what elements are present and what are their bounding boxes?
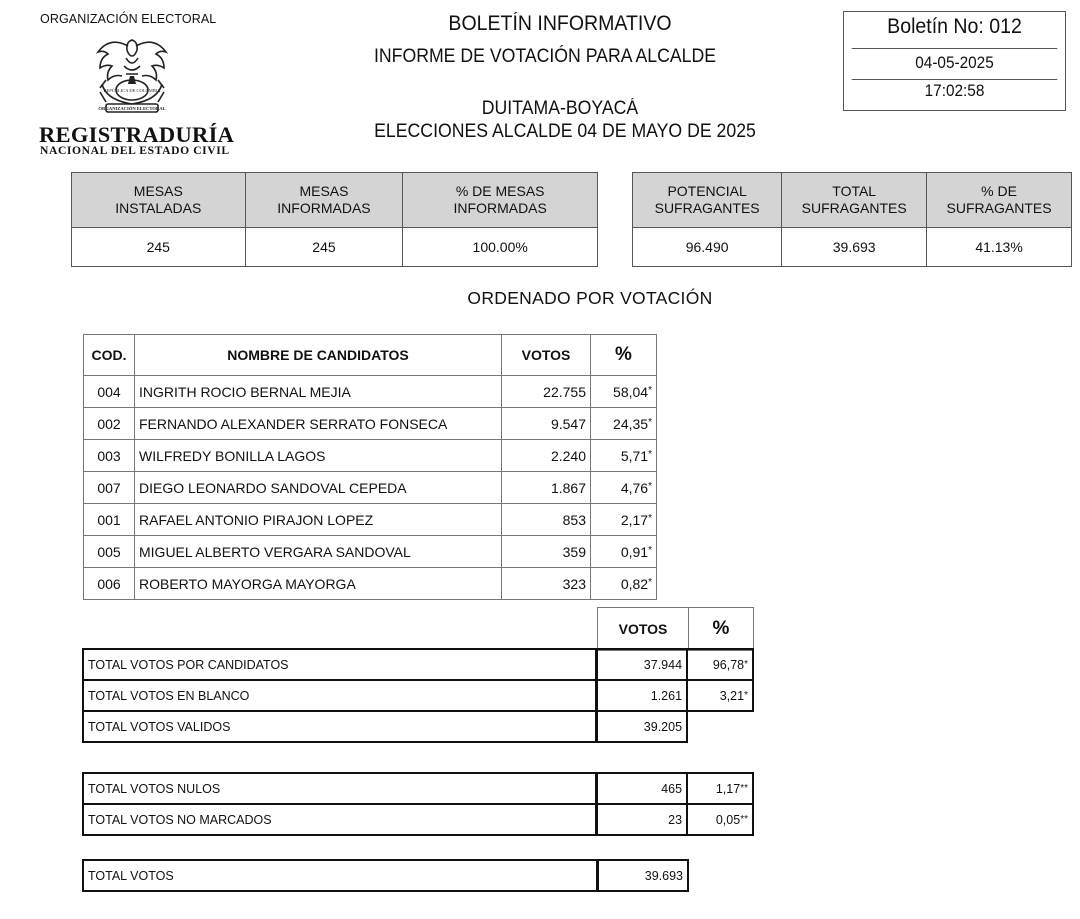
table-row [84, 568, 657, 600]
bulletin-info-box [843, 11, 1066, 111]
value-pct-sufragantes: 41.13% [927, 228, 1072, 267]
location-title: DUITAMA-BOYACÁ [481, 98, 639, 119]
total-label: TOTAL VOTOS NULOS [83, 773, 597, 804]
value-mesas-instaladas: 245 [72, 228, 246, 267]
value-mesas-informadas: 245 [245, 228, 403, 267]
election-title: ELECCIONES ALCALDE 04 DE MAYO DE 2025 [374, 121, 756, 142]
header-mesas-informadas: MESAS INFORMADAS [245, 173, 403, 228]
table-row [84, 536, 657, 568]
table-row [83, 860, 754, 891]
bulletin-time: 17:02:58 [924, 82, 985, 100]
candidate-code: 005 [84, 536, 135, 568]
candidate-pct: 0,91* [591, 536, 657, 568]
total-pct: 96,78* [687, 649, 753, 680]
candidate-votes: 9.547 [502, 408, 591, 440]
candidate-code: 006 [84, 568, 135, 600]
totals-column-votes: VOTOS [598, 608, 689, 651]
registry-subtitle: NACIONAL DEL ESTADO CIVIL [40, 144, 230, 157]
candidate-name: MIGUEL ALBERTO VERGARA SANDOVAL [135, 536, 502, 568]
total-label: TOTAL VOTOS VALIDOS [83, 711, 597, 742]
candidate-code: 002 [84, 408, 135, 440]
invalid-votes-table [82, 772, 754, 836]
total-pct: 1,17** [687, 773, 753, 804]
table-row [83, 680, 753, 711]
total-label: TOTAL VOTOS EN BLANCO [83, 680, 597, 711]
total-votes: 23 [597, 804, 687, 835]
crest-text-banner: ORGANIZACIÓN ELECTORAL [98, 106, 166, 111]
value-potencial-sufragantes: 96.490 [633, 228, 782, 267]
coat-of-arms-icon [92, 32, 172, 122]
total-label: TOTAL VOTOS NO MARCADOS [83, 804, 597, 835]
total-votes: 39.205 [597, 711, 687, 742]
candidate-name: INGRITH ROCIO BERNAL MEJIA [135, 376, 502, 408]
totals-header [597, 607, 754, 651]
candidate-votes: 323 [502, 568, 591, 600]
candidate-votes: 22.755 [502, 376, 591, 408]
candidate-votes: 1.867 [502, 472, 591, 504]
bulletin-number: Boletín No: 012 [852, 12, 1058, 49]
bulletin-date: 04-05-2025 [852, 49, 1058, 80]
total-label: TOTAL VOTOS [83, 860, 598, 891]
crest-text-top: REPÚBLICA DE COLOMBIA [103, 88, 161, 93]
total-pct: 0,05** [687, 804, 753, 835]
header-potencial-sufragantes: POTENCIAL SUFRAGANTES [633, 173, 782, 228]
header-mesas-instaladas: MESAS INSTALADAS [72, 173, 246, 228]
candidates-table [83, 334, 657, 600]
value-total-sufragantes: 39.693 [782, 228, 927, 267]
header-pct-mesas-informadas: % DE MESAS INFORMADAS [403, 173, 598, 228]
candidate-pct: 5,71* [591, 440, 657, 472]
total-label: TOTAL VOTOS POR CANDIDATOS [83, 649, 597, 680]
candidate-name: DIEGO LEONARDO SANDOVAL CEPEDA [135, 472, 502, 504]
voters-table [632, 172, 1072, 267]
candidate-name: RAFAEL ANTONIO PIRAJON LOPEZ [135, 504, 502, 536]
candidate-votes: 359 [502, 536, 591, 568]
table-row [84, 472, 657, 504]
candidate-votes: 853 [502, 504, 591, 536]
candidate-name: WILFREDY BONILLA LAGOS [135, 440, 502, 472]
candidate-code: 004 [84, 376, 135, 408]
table-row [84, 440, 657, 472]
column-pct: % [591, 335, 657, 376]
total-votes: 39.693 [598, 860, 689, 891]
grand-total-table [82, 859, 754, 892]
total-votes: 1.261 [597, 680, 687, 711]
candidate-pct: 0,82* [591, 568, 657, 600]
organization-label: ORGANIZACIÓN ELECTORAL [40, 12, 217, 26]
candidate-pct: 2,17* [591, 504, 657, 536]
candidate-code: 003 [84, 440, 135, 472]
total-pct: 3,21* [687, 680, 753, 711]
table-row [83, 711, 753, 742]
candidate-pct: 58,04* [591, 376, 657, 408]
total-votes: 465 [597, 773, 687, 804]
polling-stations-table [71, 172, 598, 267]
value-pct-mesas-informadas: 100.00% [403, 228, 598, 267]
column-code: COD. [84, 335, 135, 376]
table-row [84, 408, 657, 440]
candidate-votes: 2.240 [502, 440, 591, 472]
totals-column-pct: % [689, 608, 754, 651]
valid-votes-table [82, 648, 754, 743]
table-row [83, 804, 753, 835]
header-total-sufragantes: TOTAL SUFRAGANTES [782, 173, 927, 228]
bulletin-title: BOLETÍN INFORMATIVO [448, 12, 672, 35]
candidate-pct: 24,35* [591, 408, 657, 440]
registry-title: REGISTRADURÍA [39, 122, 235, 147]
candidate-code: 007 [84, 472, 135, 504]
candidate-name: FERNANDO ALEXANDER SERRATO FONSECA [135, 408, 502, 440]
candidate-name: ROBERTO MAYORGA MAYORGA [135, 568, 502, 600]
column-votes: VOTOS [502, 335, 591, 376]
column-candidate-name: NOMBRE DE CANDIDATOS [135, 335, 502, 376]
header-pct-sufragantes: % DE SUFRAGANTES [927, 173, 1072, 228]
table-row [84, 504, 657, 536]
report-title: INFORME DE VOTACIÓN PARA ALCALDE [373, 46, 717, 67]
ordering-label: ORDENADO POR VOTACIÓN [467, 288, 713, 308]
total-votes: 37.944 [597, 649, 687, 680]
table-row [83, 649, 753, 680]
candidate-pct: 4,76* [591, 472, 657, 504]
candidate-code: 001 [84, 504, 135, 536]
table-row [83, 773, 753, 804]
table-row [84, 376, 657, 408]
